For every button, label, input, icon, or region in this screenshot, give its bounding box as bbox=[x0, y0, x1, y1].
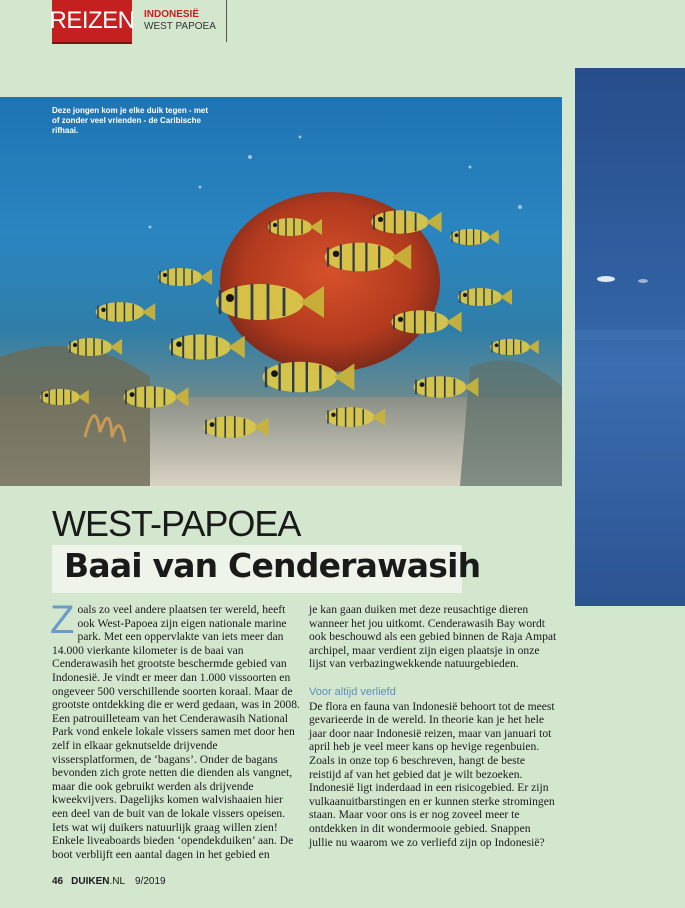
article-paragraph: De flora en fauna van Indonesië behoort tot de meest gevarieerde in de wereld. In theorie kan je het hele jaar door naar Indonesië reizen, maar van januari tot april heb je veel meer kans op hevige regenbuien. Zoals in onze top 6 beschreven, hangt de beste reistijd af van het gebied dat je wilt bezoeken. Indonesië ligt inderdaad in een risicogebied. Er zijn vulkaanuitbarstingen en er kunnen sterke stromingen staan. Maar voor ons is er nog zoveel meer te ontdekken in dit wondermooie gebied. Snappen jullie nu waarom we zo verliefd zijn op Indonesië? bbox=[309, 699, 555, 849]
section-tag: REIZEN bbox=[52, 0, 132, 44]
side-photo-underwater bbox=[575, 68, 685, 606]
article-subhead: Voor altijd verliefd bbox=[309, 685, 396, 698]
article-column-left bbox=[50, 598, 300, 861]
page-footer bbox=[52, 876, 166, 887]
article-column-right bbox=[309, 603, 557, 849]
drop-cap: Z bbox=[50, 598, 75, 642]
subsection-tag bbox=[138, 0, 227, 42]
article-kicker: WEST-PAPOEA bbox=[52, 503, 301, 544]
page-number: 46 bbox=[52, 876, 64, 887]
country-label: INDONESIË bbox=[144, 9, 200, 20]
issue-number: 9/2019 bbox=[135, 876, 166, 887]
side-photo-fish-icon bbox=[575, 68, 685, 606]
magazine-brand-suffix: .NL bbox=[109, 876, 126, 887]
paragraph-text: oals zo veel andere plaatsen ter wereld, heeft ook West-Papoea zijn eigen nationale marine park. Met een oppervlakte van iets meer dan 14.000 vierkante kilometer is de baai van Cenderawasih het grootste beschermde gebied van Indonesië. Je vindt er meer dan 1.000 vissoorten en ongeveer 500 verschillende soorten koraal. Maar de grootste ontdekking die er werd gedaan, was in 2008. Een patrouilleteam van het Cenderawasih National Park vond enkele lokale vissers samen met door hen zelf in elkaar geknutselde drijvende vissersplatformen, de ‘bagans’. Onder de bagans bevonden zich grote netten die dienden als vangnet, maar die ook gebruikt werden als drijvende kweekvijvers. Dagelijks komen walvishaaien hier een deel van de buit van de lokale vissers opeisen. Iets wat wij duikers natuurlijk graag willen zien! Enkele liveaboards bieden ‘opendekduiken’ aan. De boot verblijft een aantal dagen in het gebied en bbox=[52, 603, 300, 861]
photo-caption: Deze jongen kom je elke duik tegen - met of zonder veel vrienden - de Caribische rifhaai. bbox=[52, 106, 209, 135]
article-paragraph: je kan gaan duiken met deze reusachtige dieren wanneer het jou uitkomt. Cenderawasih Bay wordt ook beschouwd als een gebied binnen de Raja Ampat archipel, maar verdient zijn eigen plaatsje in onze lijst van verbazingwekkende natuurgebieden. bbox=[309, 603, 557, 671]
region-label: WEST PAPOEA bbox=[144, 21, 216, 32]
hero-photo-fish-school bbox=[0, 97, 562, 486]
fish-school-illustration bbox=[0, 97, 562, 486]
article-headline: Baai van Cenderawasih bbox=[64, 546, 481, 585]
magazine-brand: DUIKEN bbox=[71, 876, 110, 887]
article-paragraph bbox=[50, 598, 300, 861]
